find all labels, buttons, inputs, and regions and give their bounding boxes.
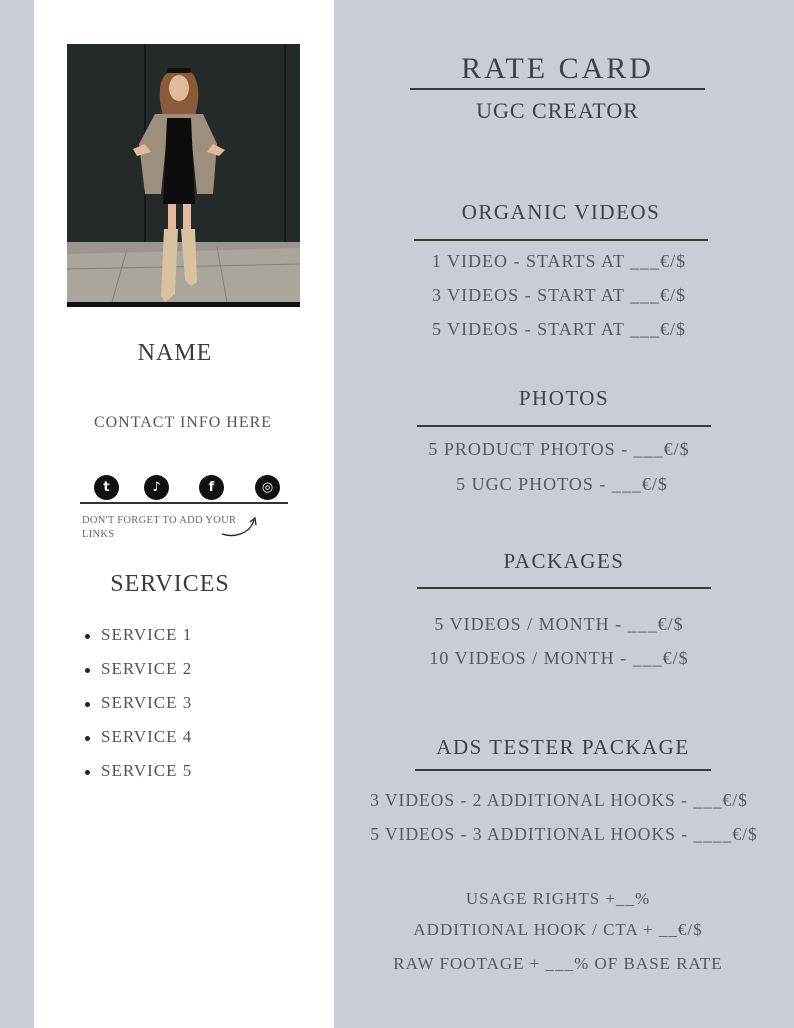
organic-line-1: 1 VIDEO - STARTS AT ___€/$ <box>431 251 687 271</box>
facebook-icon[interactable]: f <box>199 475 224 500</box>
social-links <box>94 475 294 501</box>
extras-line-3: RAW FOOTAGE + ___% OF BASE RATE <box>393 954 723 973</box>
packages-divider <box>417 587 711 589</box>
instagram-icon[interactable]: ◎ <box>255 475 280 500</box>
title-divider <box>410 88 705 90</box>
photos-line-1: 5 PRODUCT PHOTOS - ___€/$ <box>428 439 690 459</box>
extras-line-1: USAGE RIGHTS +__% <box>465 889 651 908</box>
ads-tester-heading: ADS TESTER PACKAGE <box>436 735 690 759</box>
list-item: SERVICE 4 <box>85 727 192 761</box>
curved-arrow-icon <box>220 516 260 538</box>
packages-line-2: 10 VIDEOS / MONTH - ___€/$ <box>429 648 689 668</box>
packages-heading: PACKAGES <box>503 549 625 573</box>
extras-line-2: ADDITIONAL HOOK / CTA + __€/$ <box>413 920 703 939</box>
photos-line-2: 5 UGC PHOTOS - ___€/$ <box>456 474 668 494</box>
ads-line-1: 3 VIDEOS - 2 ADDITIONAL HOOKS - ___€/$ <box>370 790 748 810</box>
list-item: SERVICE 1 <box>85 625 192 659</box>
ads-line-2: 5 VIDEOS - 3 ADDITIONAL HOOKS - ____€/$ <box>370 824 758 844</box>
page-subtitle: UGC CREATOR <box>476 98 639 123</box>
left-panel <box>34 0 334 1028</box>
social-divider <box>80 502 288 504</box>
photos-heading: PHOTOS <box>518 386 610 410</box>
organic-divider <box>414 239 708 241</box>
creator-photo <box>67 44 300 307</box>
packages-line-1: 5 VIDEOS / MONTH - ___€/$ <box>434 614 684 634</box>
photos-divider <box>417 425 711 427</box>
list-item: SERVICE 5 <box>85 761 192 795</box>
organic-line-2: 3 VIDEOS - START AT ___€/$ <box>431 285 686 305</box>
organic-line-3: 5 VIDEOS - START AT ___€/$ <box>431 319 686 339</box>
creator-name: NAME <box>137 340 213 366</box>
services-title: SERVICES <box>110 571 230 597</box>
twitter-icon[interactable]: t <box>94 475 119 500</box>
tiktok-icon[interactable]: ♪ <box>144 475 169 500</box>
page-title: RATE CARD <box>461 52 654 85</box>
list-item: SERVICE 3 <box>85 693 192 727</box>
ads-divider <box>415 769 711 771</box>
contact-info: CONTACT INFO HERE <box>93 414 273 431</box>
links-reminder: DON'T FORGET TO ADD YOUR LINKS <box>82 515 237 540</box>
list-item: SERVICE 2 <box>85 659 192 693</box>
services-list <box>85 625 192 795</box>
organic-videos-heading: ORGANIC VIDEOS <box>461 200 661 224</box>
